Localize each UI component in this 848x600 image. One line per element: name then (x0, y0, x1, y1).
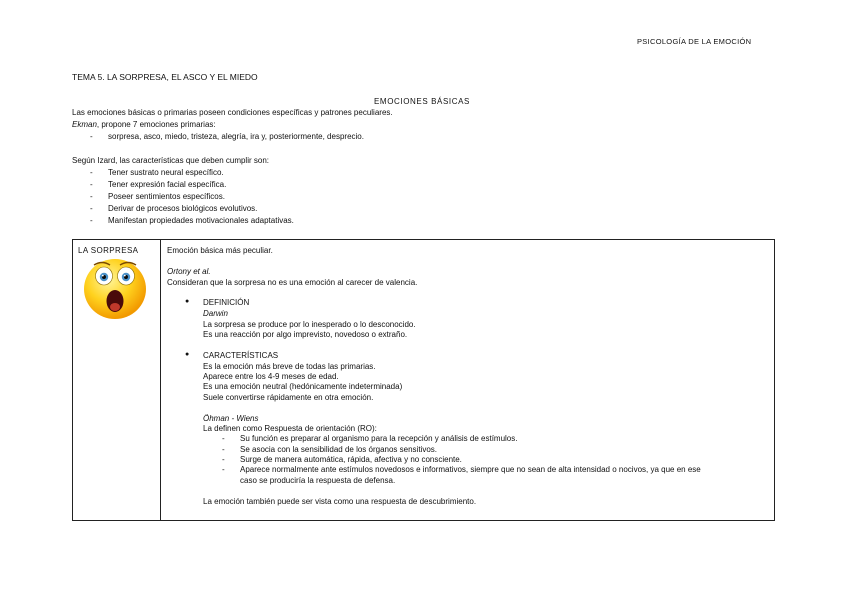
definicion-author: Darwin (203, 309, 228, 318)
criteria-item: Derivar de procesos biológicos evolutivos. (108, 204, 258, 213)
ekman-rest: , propone 7 emociones primarias: (96, 120, 216, 129)
ro-item: Surge de manera automática, rápida, afectiva y no consciente. (240, 455, 462, 464)
ekman-emotions: sorpresa, asco, miedo, tristeza, alegría, ira y, posteriormente, desprecio. (108, 132, 364, 141)
ekman-line (72, 120, 216, 130)
criteria-item: Manifestan propiedades motivacionales adaptativas. (108, 216, 294, 225)
ohman-authors: Öhman - Wiens (203, 414, 259, 423)
document-title: TEMA 5. LA SORPRESA, EL ASCO Y EL MIEDO (72, 72, 258, 82)
closing-line: La emoción también puede ser vista como una respuesta de descubrimiento. (203, 497, 477, 506)
caracteristicas-line: Es la emoción más breve de todas las primarias. (203, 362, 376, 371)
document-header: PSICOLOGÍA DE LA EMOCIÓN (637, 37, 752, 46)
list-item: - sorpresa, asco, miedo, tristeza, alegría, ira y, posteriormente, desprecio. (90, 132, 364, 141)
ro-item: Se asocia con la sensibilidad de los órganos sensitivos. (240, 445, 438, 454)
caracteristicas-heading: CARACTERÍSTICAS (203, 351, 279, 360)
caracteristicas-line: Es una emoción neutral (hedónicamente indeterminada) (203, 382, 403, 391)
list-item: - Se asocia con la sensibilidad de los órganos sensitivos. (222, 445, 438, 454)
box-label: LA SORPRESA (78, 246, 139, 255)
ortony-author: Ortony et al. (167, 267, 211, 276)
list-item: - Aparece normalmente ante estímulos novedosos e informativos, siempre que no sean de alta intensidad o nocivos, ya que en ese (222, 465, 701, 474)
intro-line: Las emociones básicas o primarias poseen condiciones específicas y patrones peculiares. (72, 108, 393, 117)
list-item: - Manifestan propiedades motivacionales adaptativas. (90, 216, 294, 225)
list-item: - Derivar de procesos biológicos evolutivos. (90, 204, 258, 213)
caracteristicas-line: Aparece entre los 4-9 meses de edad. (203, 372, 339, 381)
ekman-author: Ekman (72, 120, 97, 129)
bullet-dot: ● (185, 351, 190, 358)
ro-item: Aparece normalmente ante estímulos novedosos e informativos, siempre que no sean de alta intensidad o nocivos, ya que en ese (240, 465, 701, 474)
list-item: - Tener sustrato neural específico. (90, 168, 224, 177)
surprised-face-icon (82, 256, 148, 320)
definicion-line: Es una reacción por algo imprevisto, novedoso o extraño. (203, 330, 408, 339)
criteria-item: Tener expresión facial específica. (108, 180, 227, 189)
box-line: Emoción básica más peculiar. (167, 246, 273, 255)
ro-item-continuation: caso se produciría la respuesta de defensa. (240, 476, 396, 485)
bullet-dot: ● (185, 298, 190, 305)
caracteristicas-line: Suele convertirse rápidamente en otra emoción. (203, 393, 374, 402)
ortony-text: Consideran que la sorpresa no es una emoción al carecer de valencia. (167, 278, 418, 287)
definicion-line: La sorpresa se produce por lo inesperado o lo desconocido. (203, 320, 416, 329)
section-title: EMOCIONES BÁSICAS (374, 97, 470, 106)
criteria-item: Poseer sentimientos específicos. (108, 192, 225, 201)
ro-item: Su función es preparar al organismo para la recepción y análisis de estímulos. (240, 434, 518, 443)
list-item: - Su función es preparar al organismo para la recepción y análisis de estímulos. (222, 434, 518, 443)
izard-line: Según Izard, las características que deben cumplir son: (72, 156, 269, 165)
definicion-heading: DEFINICIÓN (203, 298, 250, 307)
list-item: - Poseer sentimientos específicos. (90, 192, 225, 201)
ro-intro: La definen como Respuesta de orientación (RO): (203, 424, 377, 433)
criteria-item: Tener sustrato neural específico. (108, 168, 224, 177)
list-item: - Surge de manera automática, rápida, afectiva y no consciente. (222, 455, 462, 464)
list-item: - Tener expresión facial específica. (90, 180, 227, 189)
